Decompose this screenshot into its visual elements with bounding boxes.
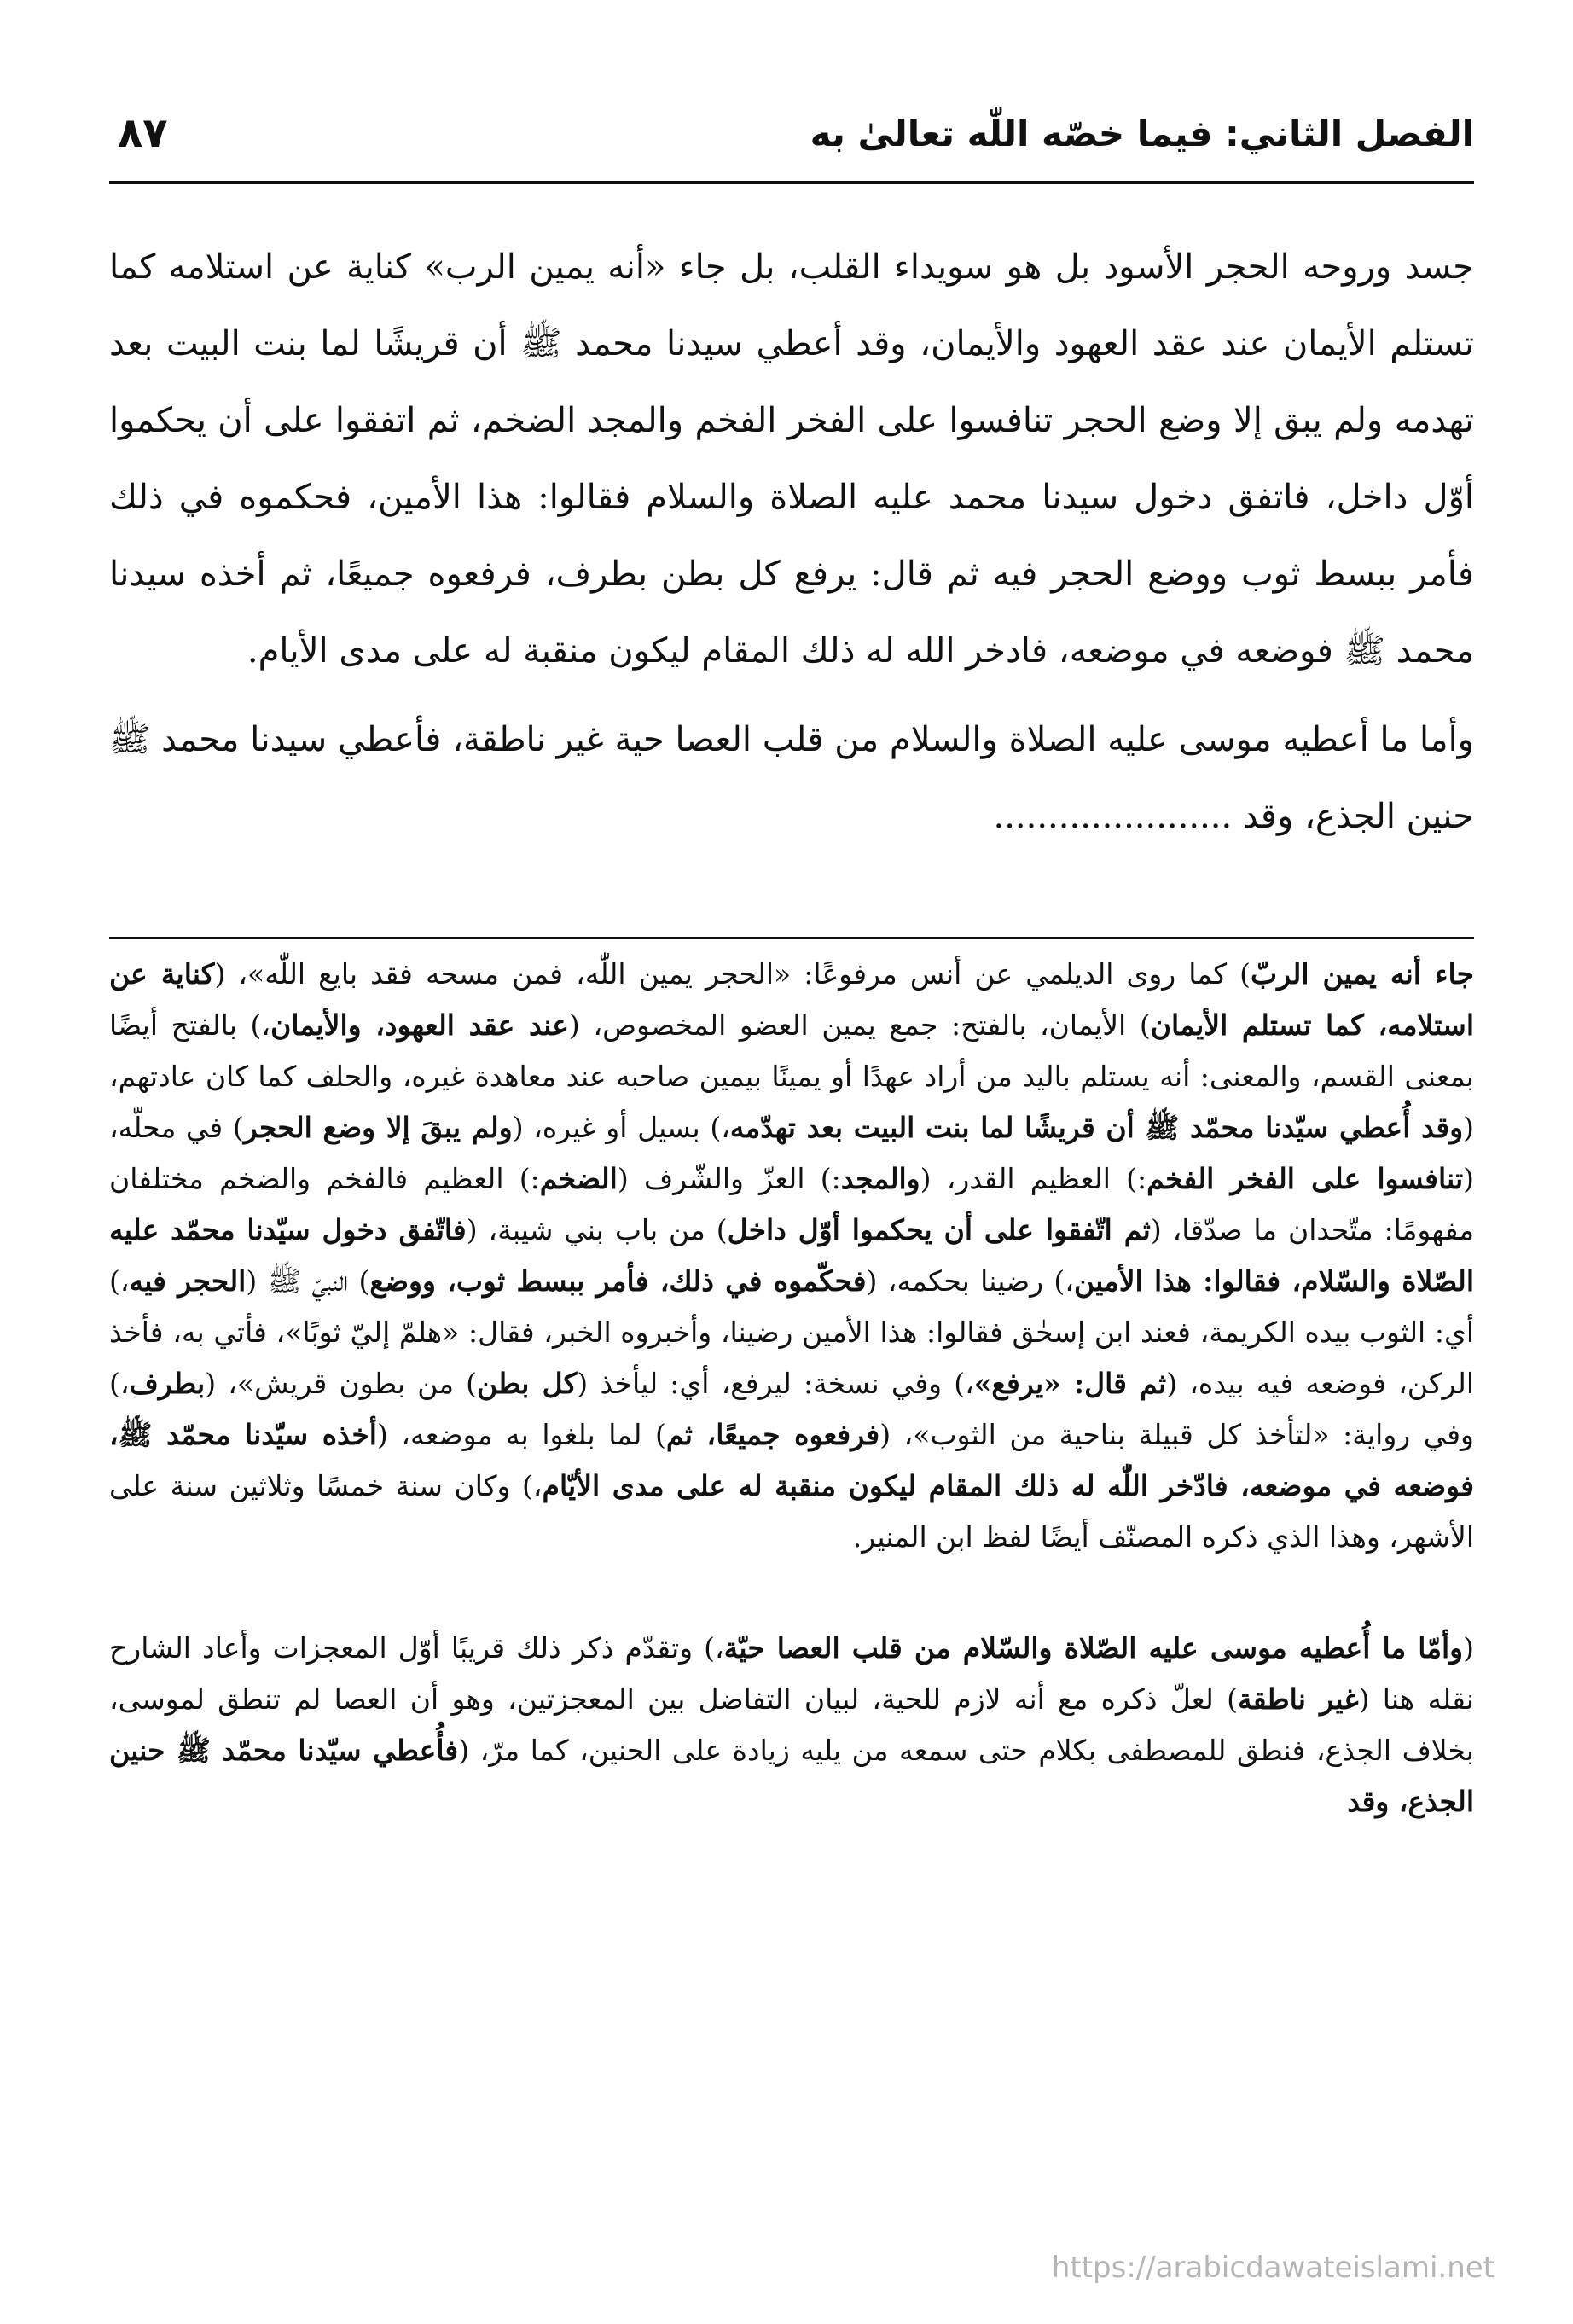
commentary-text: :) العزّ والشّرف ( (617, 1162, 841, 1195)
commentary-text: ،) بسيل أو غيره، ( (512, 1111, 730, 1144)
paragraph-gap (109, 1563, 1474, 1623)
commentary-text: ) من بطون قريش»، ( (205, 1367, 478, 1400)
matn-quote: الضخم (539, 1162, 618, 1195)
matn-quote: ثم قال: «يرفع» (973, 1367, 1167, 1400)
matn-quote: فاتّفق دخول سيّدنا محمّد عليه الصّلاة والسّلام، فقالوا: هذا الأمين (109, 1213, 1475, 1298)
matn-quote: تنافسوا على الفخر الفخم (1146, 1162, 1464, 1195)
matn-quote: بطرف (129, 1367, 206, 1400)
watermark-url: https://arabicdawateislami.net (1051, 2251, 1495, 2285)
commentary-paragraph-2 (109, 1623, 1474, 1827)
commentary-text: ،) رضينا بحكمه، ( (866, 1264, 1074, 1298)
matn-quote: وقد أُعطي سيّدنا محمّد ﷺ أن قريشًا لما بنت البيت بعد تهدّمه (729, 1111, 1464, 1144)
main-text (109, 229, 1474, 867)
matn-quote: جاء أنه يمين الربّ (1251, 957, 1474, 991)
commentary-text: ( (1463, 1631, 1474, 1665)
commentary-text: ،) وكان سنة خمسًا وثلاثين سنة على الأشهر، وهذا الذي ذكره المصنّف أيضًا لفظ ابن المنير. (109, 1469, 1474, 1554)
footnote-divider (109, 937, 1474, 939)
commentary-text: ) لما بلغوا به موضعه، ( (376, 1418, 666, 1451)
page-header (109, 102, 1474, 188)
commentary-text: :) العظيم فالفخم والضخم مختلفان مفهومًا: متّحدان ما صدّقا، ( (109, 1162, 1474, 1246)
commentary-text: :) العظيم القدر، ( (920, 1162, 1147, 1195)
matn-quote: كناية عن استلامه، كما تستلم الأيمان (109, 957, 1474, 1042)
commentary-text: ،) أي: الثوب بيده الكريمة، فعند ابن إسحٰق فقالوا: هذا الأمين رضينا، وأخبروه الخبر، فقال: «هلمّ إليّ ثوبًا»، فأتي به، فأخذ الركن، فوضعه فيه بيده، ( (109, 1264, 1474, 1400)
page-number: ٨٧ (118, 109, 168, 157)
matn-quote: ولم يبقَ إلا وضع الحجر (243, 1111, 513, 1144)
matn-quote: والمجد (840, 1162, 920, 1195)
commentary-text: ) النبيّ ﷺ ( (246, 1264, 370, 1298)
commentary-text: ،) وفي نسخة: ليرفع، أي: ليأخذ ( (577, 1367, 974, 1400)
commentary-paragraph-1 (109, 949, 1474, 1563)
commentary (109, 949, 1474, 1827)
main-paragraph-1: جسد وروحه الحجر الأسود بل هو سويداء القلب، بل جاء «أنه يمين الرب» كناية عن استلامه كما تستلم الأيمان عند عقد العهود والأيمان، وقد أعطي سيدنا محمد ﷺ أن قريشًا لما بنت البيت بعد تهدمه ولم يبق إلا وضع الحجر تنافسوا على الفخر الفخم والمجد الضخم، ثم اتفقوا على أن يحكموا أوّل داخل، فاتفق دخول سيدنا محمد عليه الصلاة والسلام فقالوا: هذا الأمين، فحكموه في ذلك فأمر ببسط ثوب ووضع الحجر فيه ثم قال: يرفع كل بطن بطرف، فرفعوه جميعًا، ثم أخذه سيدنا محمد ﷺ فوضعه في موضعه، فادخر الله له ذلك المقام ليكون منقبة له على مدى الأيام. (109, 247, 1474, 671)
matn-quote: فحكّموه في ذلك، فأمر ببسط ثوب، ووضع (369, 1264, 867, 1298)
matn-quote: غير ناطقة (1238, 1682, 1359, 1716)
matn-quote: وأمّا ما أُعطيه موسى عليه الصّلاة والسّلام من قلب العصا حيّة (723, 1631, 1464, 1665)
commentary-text: ) كما روى الديلمي عن أنس مرفوعًا: «الحجر يمين اللّٰه، فمن مسحه فقد بايع اللّٰه»، ( (214, 957, 1251, 991)
matn-quote: فأُعطي سيّدنا محمّد ﷺ حنين الجذع، وقد (109, 1734, 1474, 1818)
matn-quote: كل بطن (477, 1367, 578, 1400)
main-paragraph-2: وأما ما أعطيه موسى عليه الصلاة والسلام من قلب العصا حية غير ناطقة، فأعطي سيدنا محمد ﷺ حنين الجذع، وقد ...................... (109, 720, 1474, 836)
commentary-text: ) لعلّ ذكره مع أنه لازم للحية، لبيان التفاضل بين المعجزتين، وهو أن العصا لم تنطق لموسى، بخلاف الجذع، فنطق للمصطفى بكلام حتى سمعه من يليه زيادة على الحنين، كما مرّ، ( (109, 1682, 1474, 1767)
commentary-text: ،) بالفتح أيضًا بمعنى القسم، والمعنى: أنه يستلم باليد من أراد عهدًا أو يمينًا بيمين صاحبه عند معاهدة غيره، والحلف كما كان عادتهم، ( (109, 1008, 1475, 1144)
header-rule (109, 181, 1474, 184)
matn-quote: أخذه سيّدنا محمّد ﷺ، فوضعه في موضعه، فادّخر اللّٰه له ذلك المقام ليكون منقبة له على مدى الأيّام (109, 1418, 1475, 1502)
matn-quote: فرفعوه جميعًا، ثم (665, 1418, 880, 1451)
commentary-text: ) في محلّه، ( (109, 1111, 1475, 1195)
matn-quote: الحجر فيه (129, 1264, 247, 1298)
commentary-text: ) الأيمان، بالفتح: جمع يمين العضو المخصوص، ( (568, 1008, 1151, 1042)
commentary-text: ) من باب بني شيبة، ( (466, 1213, 728, 1246)
matn-quote: عند عقد العهود، والأيمان (270, 1008, 569, 1042)
chapter-title: الفصل الثاني: فيما خصّه اللّٰه تعالىٰ به (810, 113, 1474, 154)
matn-quote: ثم اتّفقوا على أن يحكموا أوّل داخل (727, 1213, 1151, 1246)
commentary-text: ،) وفي رواية: «لتأخذ كل قبيلة بناحية من الثوب»، ( (109, 1367, 1474, 1451)
commentary-text: ،) وتقدّم ذكر ذلك قريبًا أوّل المعجزات وأعاد الشارح نقله هنا ( (109, 1631, 1474, 1716)
